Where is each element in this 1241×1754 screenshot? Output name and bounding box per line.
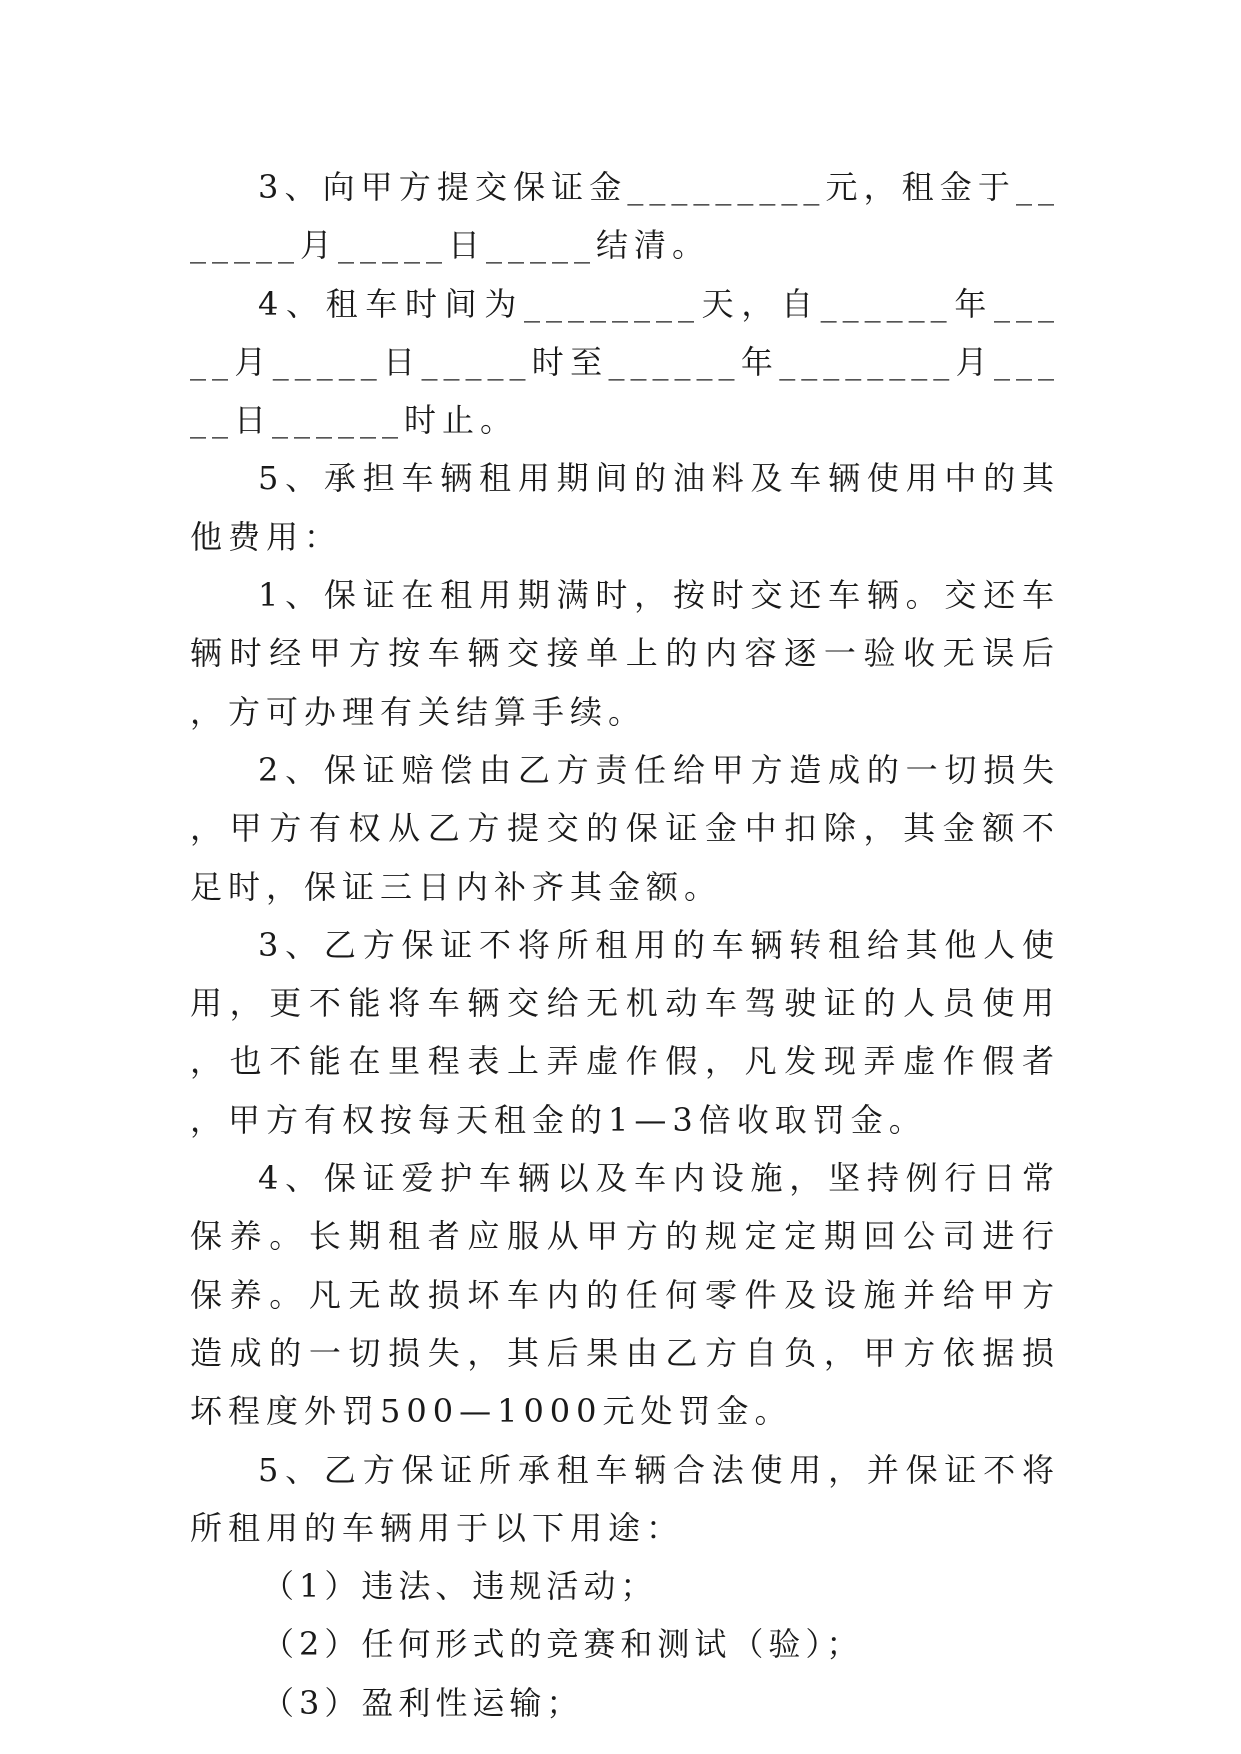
clause-return-vehicle: 1、保证在租用期满时，按时交还车辆。交还车辆时经甲方按车辆交接单上的内容逐一验收无误后，方可办理有关结算手续。 (190, 576, 1060, 731)
list-item-commercial-transport: （3）盈利性运输； (262, 1683, 584, 1722)
document-body (190, 158, 1060, 1732)
clause-deposit-payment: 3、向甲方提交保证金_________元，租金于_______月_____日_____结清。 (190, 168, 1060, 265)
clause-fuel-costs: 5、承担车辆租用期间的油料及车辆使用中的其他费用： (190, 459, 1060, 556)
clause-rental-period: 4、租车时间为________天，自______年_____月_____日_____时至______年________月_____日______时止。 (190, 284, 1060, 440)
clause-no-sublease: 3、乙方保证不将所租用的车辆转租给其他人使用，更不能将车辆交给无机动车驾驶证的人员使用，也不能在里程表上弄虚作假，凡发现弄虚作假者，甲方有权按每天租金的1—3倍收取罚金。 (190, 925, 1060, 1139)
list-item-racing-testing: （2）任何形式的竞赛和测试（验）； (262, 1625, 864, 1664)
clause-compensation: 2、保证赔偿由乙方责任给甲方造成的一切损失，甲方有权从乙方提交的保证金中扣除，其金额不足时，保证三日内补齐其金额。 (190, 750, 1060, 906)
clause-maintenance: 4、保证爱护车辆以及车内设施，坚持例行日常保养。长期租者应服从甲方的规定定期回公司进行保养。凡无故损坏车内的任何零件及设施并给甲方造成的一切损失，其后果由乙方自负，甲方依据损坏程度外罚500—1000元处罚金。 (190, 1159, 1060, 1431)
list-item-illegal-activities: （1）违法、违规活动； (262, 1567, 658, 1606)
clause-lawful-use: 5、乙方保证所承租车辆合法使用，并保证不将所租用的车辆用于以下用途： (190, 1450, 1060, 1547)
